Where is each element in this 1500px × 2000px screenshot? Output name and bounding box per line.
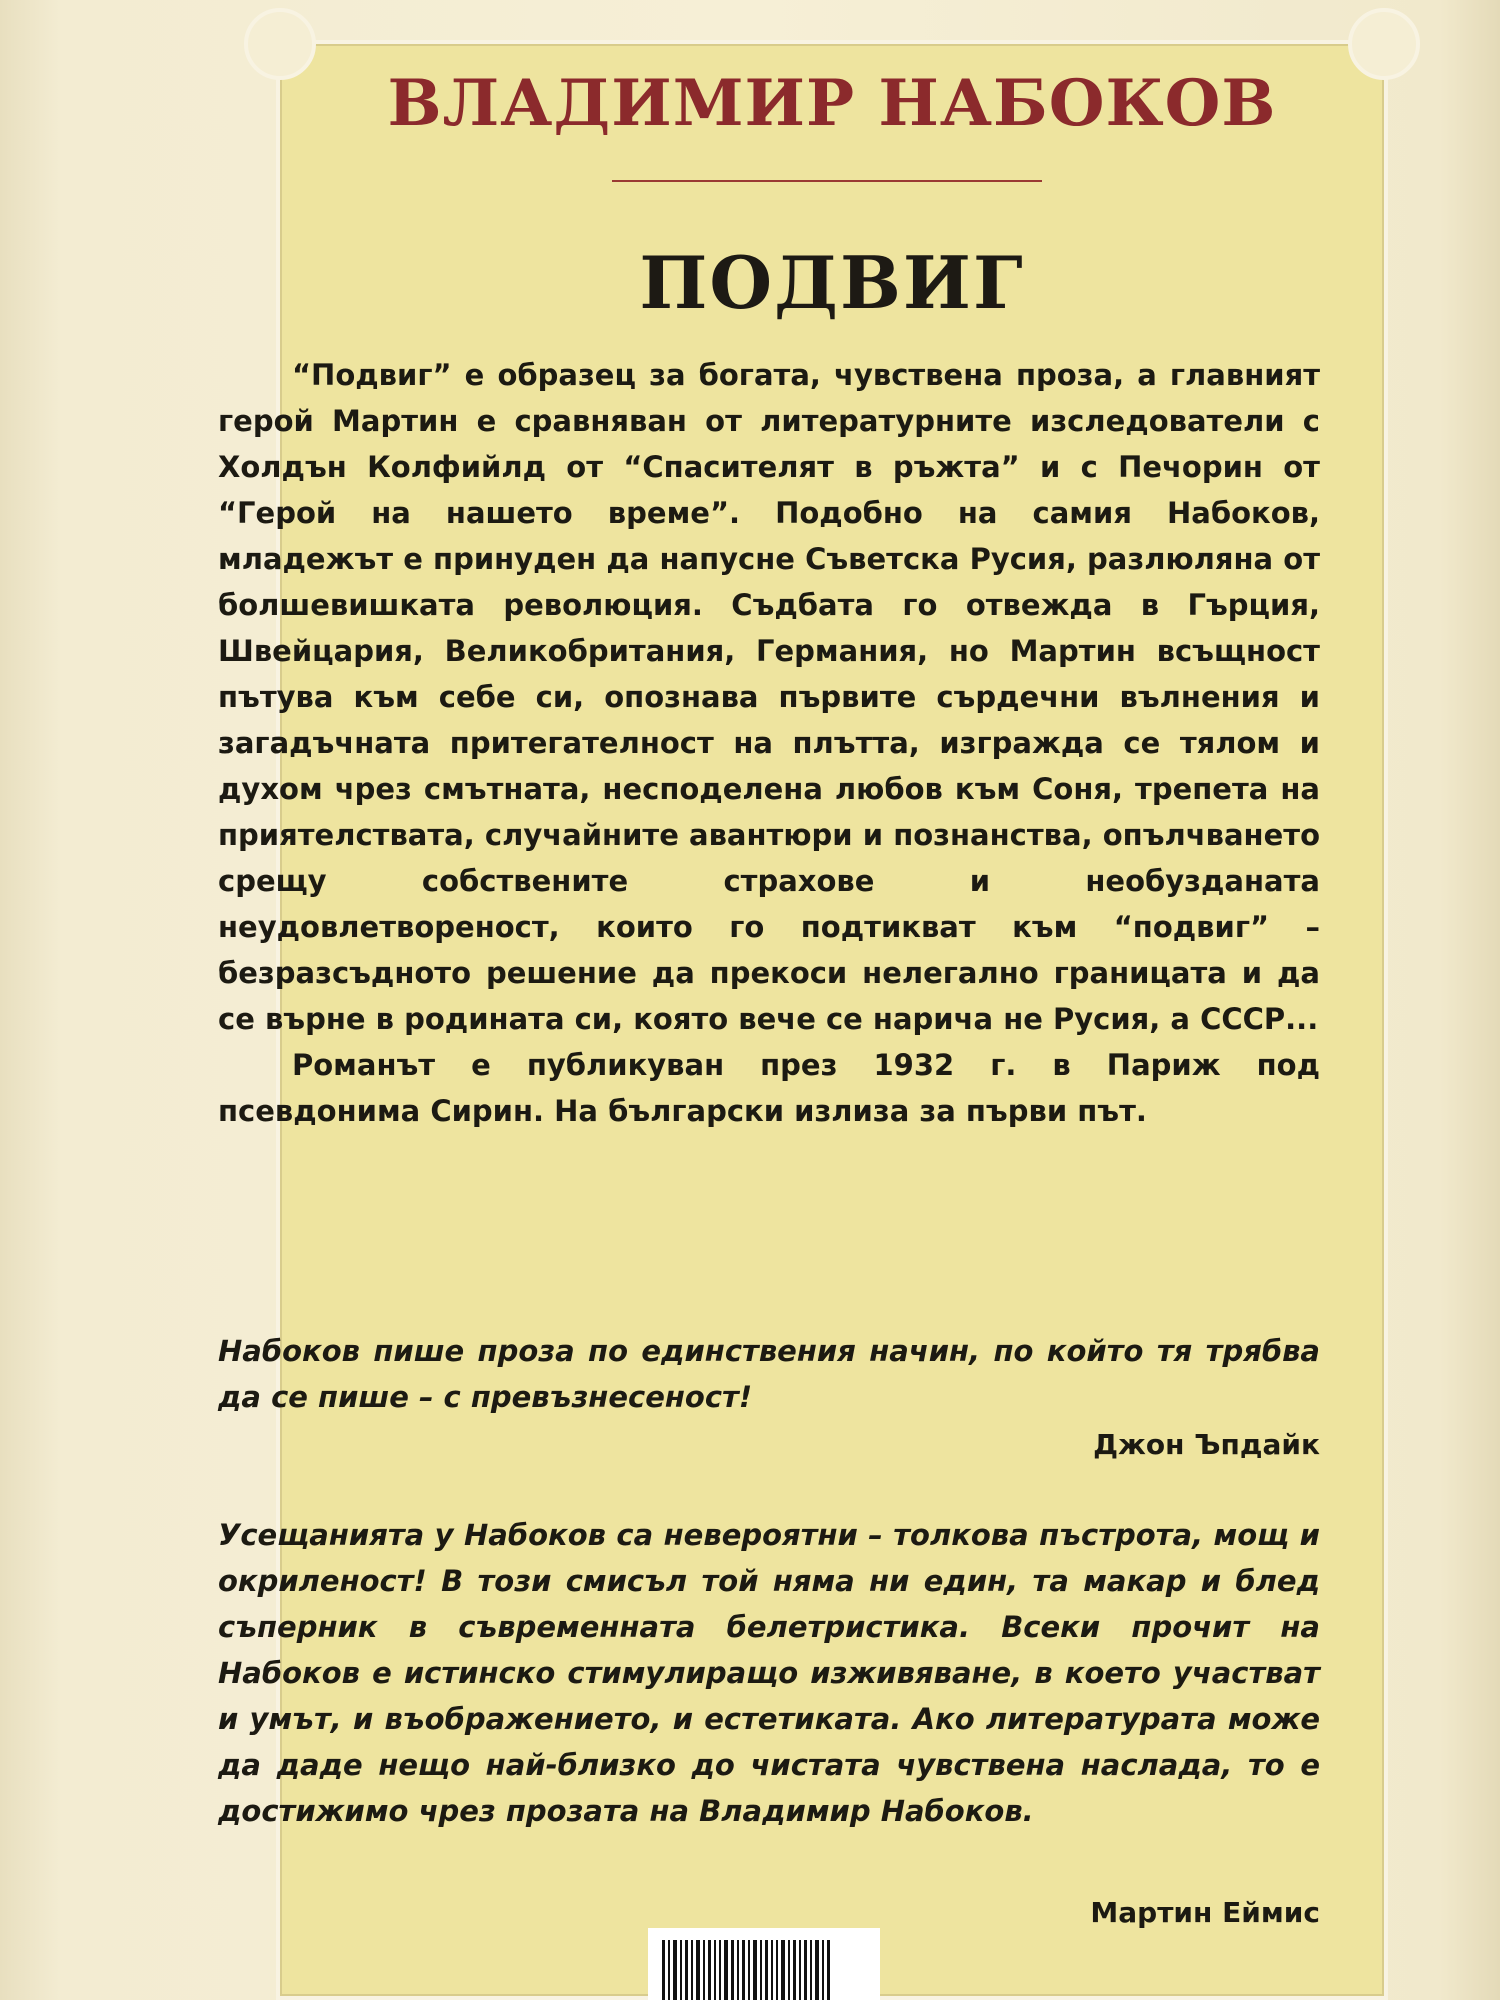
barcode bbox=[648, 1928, 880, 2000]
quote-author: Джон Ъпдайк bbox=[1093, 1428, 1320, 1461]
review-quote: Усещанията у Набоков са невероятни – толкова пъстрота, мощ и окриленост! В този смисъл той няма ни един, та макар и блед съперник в съвременната белетристика. Всеки прочит на Набоков е истинско стимулиращо изживяване, в което участват и умът, и въображението, и естетиката. Ако литературата може да даде нещо най-близко до чистата чувствена наслада, то е достижимо чрез прозата на Владимир Набоков. bbox=[218, 1518, 1320, 1828]
book-title: ПОДВИГ bbox=[639, 240, 1025, 325]
author-name: ВЛАДИМИР НАБОКОВ bbox=[387, 66, 1277, 141]
review-quote: Набоков пише проза по единствения начин, по който тя трябва да се пише – с превъзнесеност! bbox=[218, 1334, 1320, 1414]
description-paragraph: “Подвиг” е образец за богата, чувствена проза, а главният герой Мартин е сравняван от литературните изследователи с Холдън Колфийлд от “Спасителят в ръжта” и с Печорин от “Герой на нашето време”. Подобно на самия Набоков, младежът е принуден да напусне Съветска Русия, разлюляна от болшевишката революция. Съдбата го отвежда в Гърция, Швейцария, Великобритания, Германия, но Мартин всъщност пътува към себе си, опознава първите сърдечни вълнения и загадъчната притегателност на плътта, изгражда се тялом и духом чрез смътната, несподелена любов към Соня, трепета на приятелствата, случайните авантюри и познанства, опълчването срещу собствените страхове и необузданата неудовлетвореност, които го подтикват към “подвиг” – безразсъдното решение да прекоси нелегално границата и да се върне в родината си, която вече се нарича не Русия, а СССР... bbox=[218, 358, 1320, 1036]
book-description bbox=[218, 352, 1320, 1134]
quote-author: Мартин Еймис bbox=[1090, 1896, 1320, 1929]
title-divider bbox=[612, 180, 1042, 182]
description-paragraph: Романът е публикуван през 1932 г. в Париж под псевдонима Сирин. На български излиза за първи път. bbox=[218, 1048, 1320, 1128]
